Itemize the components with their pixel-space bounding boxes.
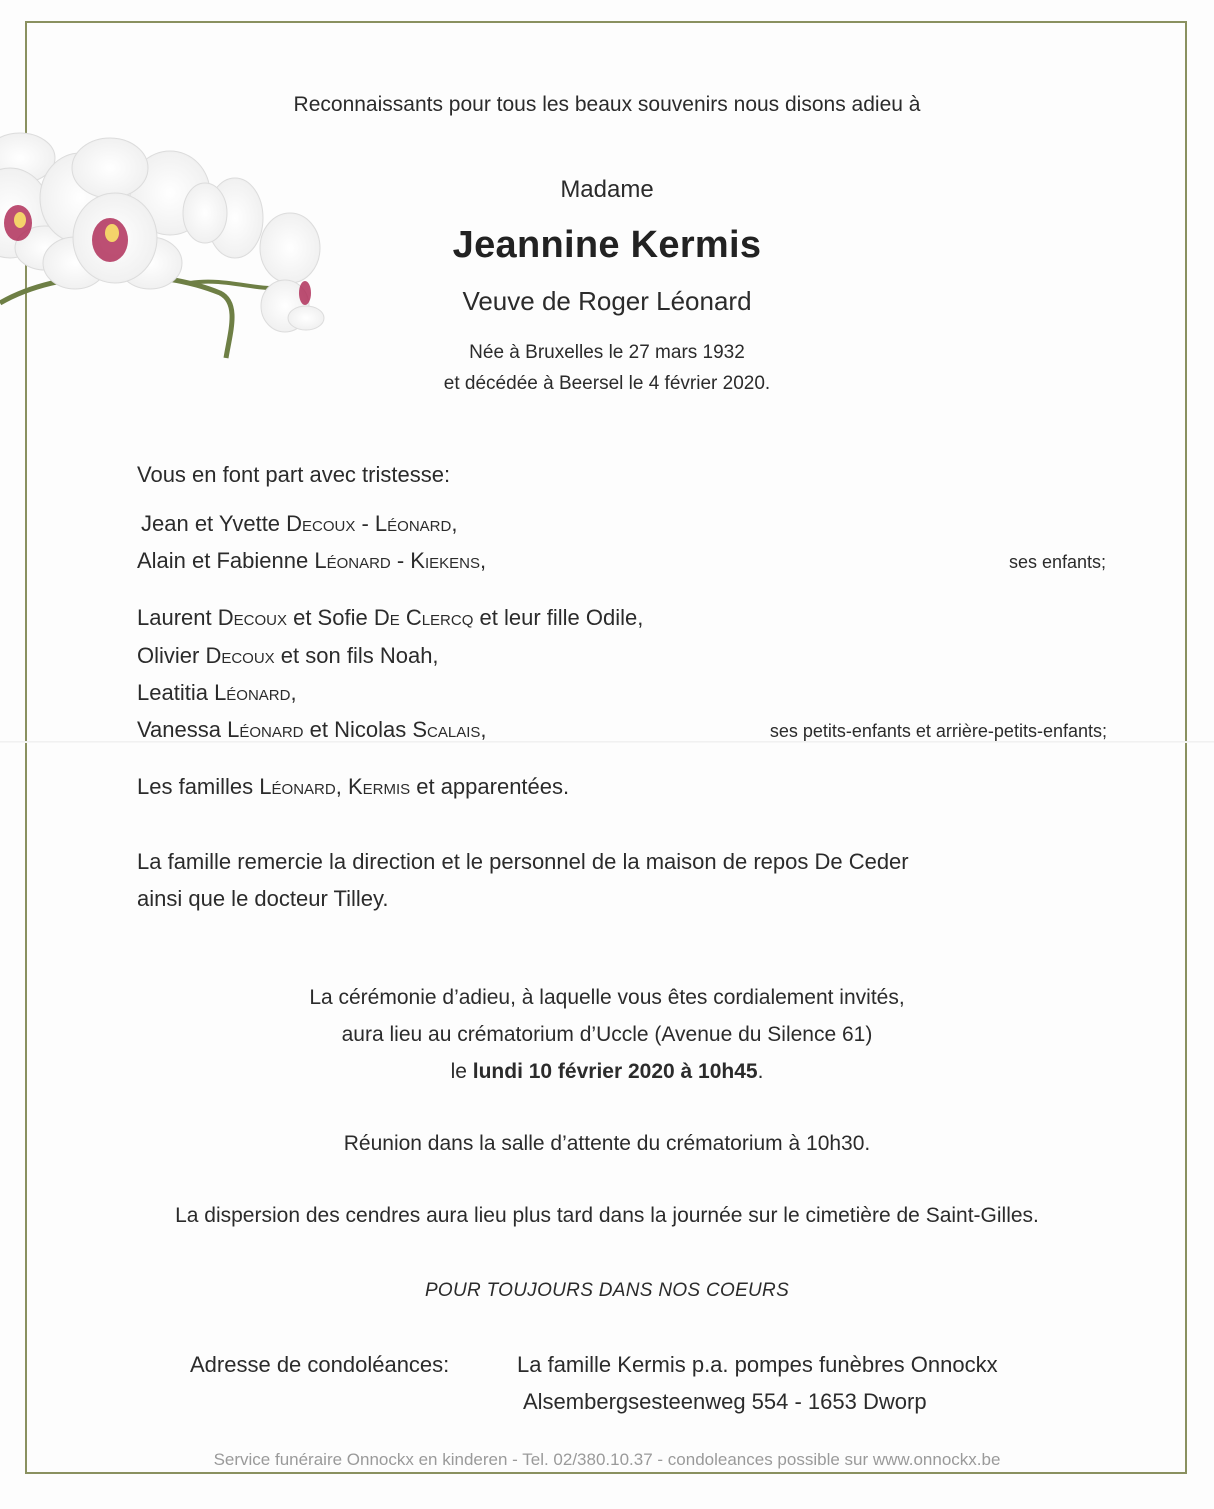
date-pre: le (450, 1060, 473, 1083)
condolences-label: Adresse de condoléances: (190, 1352, 450, 1377)
gc-first: Olivier (137, 643, 206, 668)
gc-tail: , (480, 717, 487, 742)
gc-first: Laurent (137, 605, 218, 630)
families-surname2: Kermis (347, 774, 411, 799)
child-line (141, 511, 457, 537)
grandchild-line (137, 680, 297, 706)
birth-line: Née à Bruxelles le 27 mars 1932 (469, 342, 745, 363)
gc-surname: Léonard (214, 680, 291, 705)
ceremony-date (0, 1060, 1214, 1084)
family-intro: Vous en font part avec tristesse: (137, 462, 451, 487)
gc-surname: Decoux (217, 605, 287, 630)
death-line: et décédée à Beersel le 4 février 2020. (443, 373, 771, 394)
child-surname: Léonard - Kiekens (314, 548, 480, 573)
grandchild-line (137, 605, 643, 631)
child-tail: , (451, 511, 458, 536)
child-tail: , (480, 548, 487, 573)
gc-tail: et leur fille Odile, (473, 605, 644, 630)
motto: POUR TOUJOURS DANS NOS COEURS (424, 1280, 790, 1301)
date-post: . (757, 1060, 764, 1083)
child-first: Jean et Yvette (141, 511, 287, 536)
child-first: Alain et Fabienne (137, 548, 315, 573)
footer-text: Service funéraire Onnockx en kinderen - Tel. 02/380.10.37 - condoleances possible sur www.onnockx.be (213, 1450, 1001, 1469)
gc-first: Leatitia (137, 680, 215, 705)
gc-mid: , (290, 680, 297, 705)
gc-surname: Léonard (227, 717, 304, 742)
families-tail: et apparentées. (410, 774, 570, 799)
families-surname: Léonard (259, 774, 336, 799)
ceremony-line: aura lieu au crématorium d’Uccle (Avenue du Silence 61) (341, 1023, 873, 1046)
grandchild-line (137, 643, 439, 669)
child-line (137, 548, 486, 574)
families-mid: , (335, 774, 348, 799)
grandchildren-role: ses petits-enfants et arrière-petits-enfants; (769, 721, 1107, 741)
gc-mid: et Nicolas (303, 717, 413, 742)
children-role: ses enfants; (1008, 552, 1106, 572)
gc-surname2: Scalais (412, 717, 481, 742)
gc-mid: et Sofie (286, 605, 374, 630)
gc-surname: Decoux (205, 643, 275, 668)
gc-mid: et son fils Noah, (274, 643, 439, 668)
grandchild-line (137, 717, 487, 743)
title-prefix: Madame (560, 176, 654, 203)
thanks-line: La famille remercie la direction et le personnel de la maison de repos De Ceder (137, 849, 909, 874)
condolences-address: Alsembergsesteenweg 554 - 1653 Dworp (523, 1389, 927, 1414)
meeting-line: Réunion dans la salle d’attente du crématorium à 10h30. (343, 1132, 871, 1155)
widow-line: Veuve de Roger Léonard (462, 286, 752, 316)
gc-first: Vanessa (137, 717, 228, 742)
families-pre: Les familles (137, 774, 260, 799)
deceased-name: Jeannine Kermis (452, 224, 762, 266)
dispersion-line: La dispersion des cendres aura lieu plus tard dans la journée sur le cimetière de Saint-Gilles. (175, 1204, 1039, 1227)
gc-surname2: De Clercq (373, 605, 474, 630)
date-bold: lundi 10 février 2020 à 10h45 (472, 1060, 758, 1083)
families-line (137, 774, 569, 800)
intro-line: Reconnaissants pour tous les beaux souvenirs nous disons adieu à (293, 93, 921, 116)
thanks-line: ainsi que le docteur Tilley. (137, 886, 389, 911)
ceremony-line: La cérémonie d’adieu, à laquelle vous êtes cordialement invités, (309, 986, 905, 1009)
condolences-address: La famille Kermis p.a. pompes funèbres Onnockx (517, 1352, 998, 1377)
child-surname: Decoux - Léonard (286, 511, 452, 536)
